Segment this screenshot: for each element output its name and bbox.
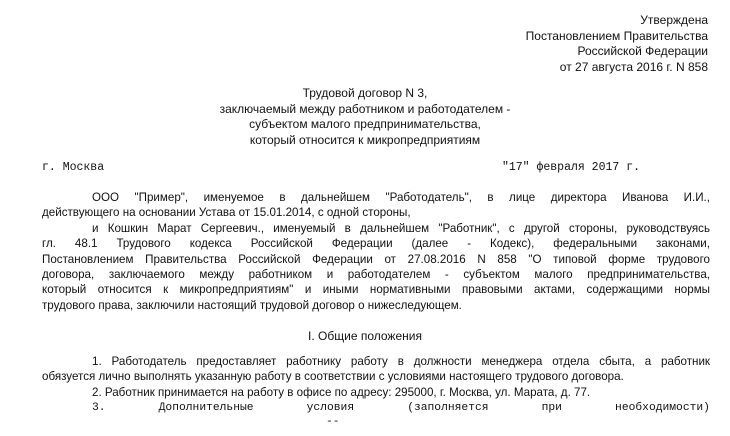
title-line: Трудовой договор N 3, xyxy=(302,86,428,100)
approval-line: от 27 августа 2016 г. N 858 xyxy=(559,59,708,74)
clause-3-word: условия xyxy=(306,402,355,414)
clause-3-word: (заполняется xyxy=(407,402,489,414)
intro-line: Постановлением Правительства Российской Федерации от 27.08.2016 N 858 "О типовой форме трудового xyxy=(42,252,710,266)
title-line: заключаемый между работником и работодателем - xyxy=(219,101,511,116)
intro-line: договора, заключаемого между работником и работодателем - субъектом малого предпринимательства, xyxy=(42,268,710,282)
document-title xyxy=(210,86,520,148)
intro-line: действующего на основании Устава от 15.01.2014, с одной стороны, xyxy=(42,206,411,220)
clause-3-word: необходимости) xyxy=(615,402,710,414)
intro-line: трудового права, заключили настоящий трудовой договор о нижеследующем. xyxy=(42,298,462,312)
title-line: который относится к микропредприятиям xyxy=(249,132,481,147)
contract-city: г. Москва xyxy=(42,161,105,174)
clause-line: 2. Работник принимается на работу в офисе по адресу: 295000, г. Москва, ул. Марата, д. 77. xyxy=(92,386,591,399)
approval-line: Российской Федерации xyxy=(577,44,708,58)
contract-date: "17" февраля 2017 г. xyxy=(501,161,640,174)
intro-paragraph xyxy=(42,190,710,313)
blank-dashes: -- xyxy=(326,416,340,428)
intro-line: и Кошкин Марат Сергеевич., именуемый в дальнейшем "Работник", с другой стороны, руководствуясь xyxy=(92,221,710,235)
clause-3-word: при xyxy=(541,402,562,414)
clause-3-word: 3. xyxy=(92,402,106,414)
approval-line: Утверждена xyxy=(640,13,708,27)
title-line: субъектом малого предпринимательства, xyxy=(249,117,481,131)
intro-line: гл. 48.1 Трудового кодекса Российской Федерации (далее - Кодекс), федеральными законами, xyxy=(42,237,710,251)
clause-1 xyxy=(42,354,710,385)
clause-line: обязуется лично выполнять указанную работу в соответствии с условиями настоящего трудового договора. xyxy=(42,370,624,384)
intro-line: который относится к микропредприятиям" и иными нормативными правовыми актами, содержащими нормы xyxy=(42,283,710,297)
place-date-row xyxy=(42,161,640,177)
approval-block xyxy=(526,13,708,75)
intro-line: ООО "Пример", именуемое в дальнейшем "Работодатель", в лице директора Иванова И.И., xyxy=(92,191,710,204)
clause-line: 1. Работодатель предоставляет работнику работу в должности менеджера отдела сбыта, а работник xyxy=(92,355,710,368)
clause-2 xyxy=(42,385,710,400)
clause-3-word: Дополнительные xyxy=(158,402,254,414)
clause-3 xyxy=(92,402,710,414)
approval-line: Постановлением Правительства xyxy=(525,28,708,43)
section-heading: I. Общие положения xyxy=(308,329,422,343)
